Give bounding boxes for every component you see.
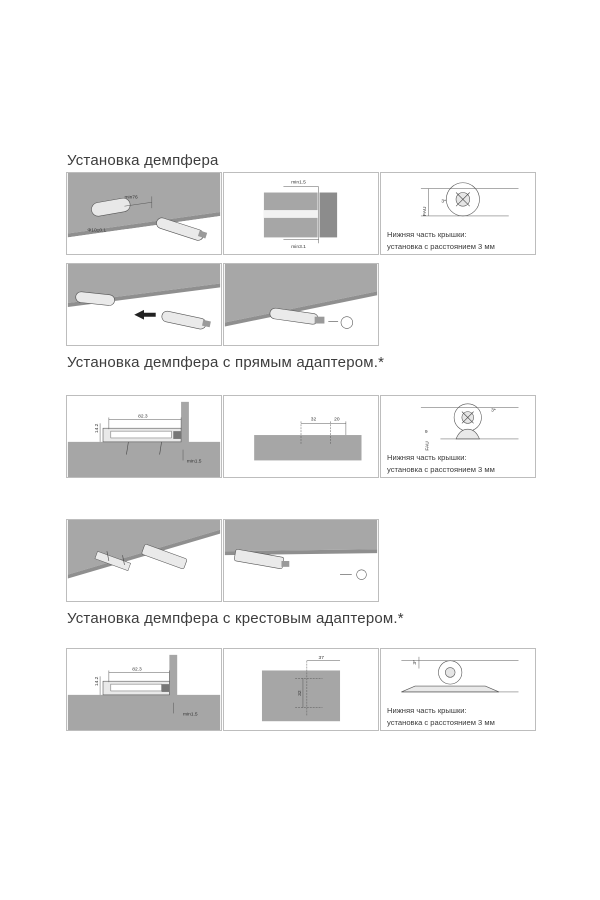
diagram-lid-gap: [380, 172, 536, 255]
dim-min31: min3.1: [291, 245, 306, 251]
dim-min15-s3: min1.5: [183, 712, 198, 718]
dim-min76: min76: [124, 195, 138, 201]
diagram-drill-hole: [66, 172, 222, 255]
section-title-damper: Установка демпфера: [67, 152, 219, 169]
dim-three: 3*: [441, 199, 447, 205]
diagram-straight-adapter-installed: [223, 519, 379, 602]
dim-min15-s2: min1.5: [186, 459, 202, 465]
diagram-straight-adapter-side: [66, 395, 222, 478]
note-lid-bottom: Нижняя часть крышки:: [387, 230, 467, 239]
dim-fau-s2: FAU: [425, 441, 431, 451]
note-install-gap-s2: установка с расстоянием 3 мм: [387, 465, 495, 474]
diagram-cross-adapter-side: [66, 648, 222, 731]
dim-32-s2: 32: [310, 417, 317, 423]
dim-fau: FAU: [422, 206, 428, 216]
dim-823-s3: 82.3: [132, 667, 142, 673]
dim-37-s3: 37: [318, 655, 324, 661]
diagram-cross-adapter-holes: [223, 648, 379, 731]
note-lid-bottom-s3: Нижняя часть крышки:: [387, 706, 467, 715]
dim-32-s3: 32: [298, 690, 303, 696]
diagram-straight-adapter-mount: [66, 519, 222, 602]
dim-823: 82.3: [138, 414, 148, 420]
note-lid-bottom-s2: Нижняя часть крышки:: [387, 453, 467, 462]
dim-20-s2: 20: [334, 417, 340, 423]
dim-three-s3: 3*: [413, 660, 419, 665]
note-install-gap: установка с расстоянием 3 мм: [387, 242, 495, 251]
diagram-clearance: [223, 172, 379, 255]
section-title-cross-adapter: Установка демпфера с крестовым адаптером.*: [67, 610, 404, 627]
diagram-installed-damper: [223, 263, 379, 346]
dim-142-s3: 14.2: [95, 676, 101, 687]
dim-drill-diameter: Φ10±0.1: [87, 228, 107, 234]
dim-nine-s2: 9: [424, 430, 428, 436]
section-title-straight-adapter: Установка демпфера с прямым адаптером.*: [67, 354, 385, 371]
diagram-insert-damper: [66, 263, 222, 346]
diagram-cross-lid-gap: [380, 648, 536, 731]
note-install-gap-s3: установка с расстоянием 3 мм: [387, 718, 495, 727]
dim-142: 14.2: [95, 423, 101, 434]
diagram-straight-adapter-holes: [223, 395, 379, 478]
dim-min15: min1.5: [291, 180, 306, 186]
dim-three-s2: 3*: [491, 408, 496, 414]
diagram-straight-lid-gap: [380, 395, 536, 478]
